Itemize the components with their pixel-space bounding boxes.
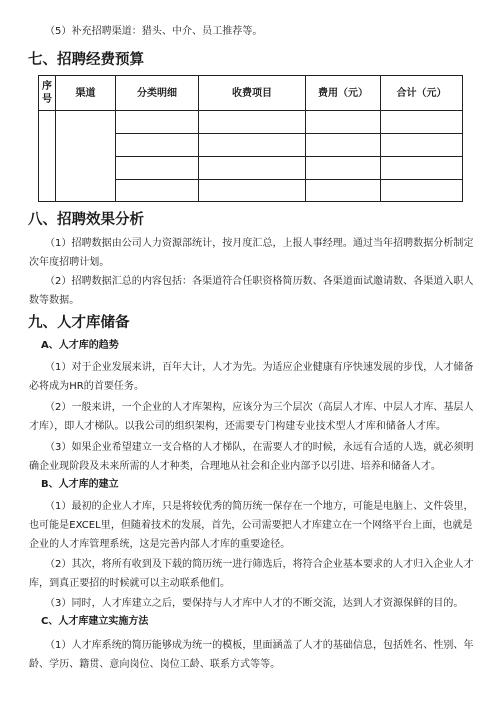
subsection-b-paragraph-2: （2）其次，将所有收到及下载的简历统一进行筛选后，将符合企业基本要求的人才归入企业人才库，到真正要招的时候就可以主动联系他们。 [29, 559, 474, 589]
table-cell [116, 157, 199, 180]
budget-table-header [39, 76, 463, 111]
subsection-c-paragraph-1: （1）人才库系统的简历能够成为统一的模板，里面涵盖了人才的基础信息，包括姓名、性别、年龄、学历、籍贯、意向岗位、岗位工龄、联系方式等等。 [29, 640, 474, 670]
section-8-title: 八、招聘效果分析 [28, 212, 144, 228]
subsection-b-paragraph-1: （1）最初的企业人才库，只是将较优秀的简历统一保存在一个地方，可能是电脑上、文件袋里，也可能是EXCEL里，但随着技术的发展，首先，公司需要把人才库建立在一个网络平台上面，也就是企业的人才库管理系统，这是完善内部人才库的重要途径。 [29, 501, 474, 550]
subsection-a-paragraph-3: （3）如果企业希望建立一支合格的人才梯队，在需要人才的时候，永远有合适的人选，就必须明确企业现阶段及未来所需的人才种类，合理地从社会和企业内部予以引进、培养和储备人才。 [29, 442, 474, 472]
table-row [39, 111, 463, 134]
table-cell [199, 134, 306, 157]
subsection-a-title: A、人才库的趋势 [41, 340, 119, 351]
table-cell [306, 111, 381, 134]
col-header-item: 收费项目 [199, 76, 306, 111]
table-cell [306, 180, 381, 202]
table-cell [306, 157, 381, 180]
table-cell-seq [39, 111, 56, 202]
subsection-c-title: C、人才库建立实施方法 [41, 616, 149, 627]
table-cell [306, 134, 381, 157]
table-cell [381, 134, 463, 157]
section-8-paragraph-2: （2）招聘数据汇总的内容包括：各渠道符合任职资格简历数、各渠道面试邀请数、各渠道入职人数等数据。 [29, 276, 474, 306]
subsection-b-paragraph-3: （3）同时，人才库建立之后，要保持与人才库中人才的不断交流，达到人才资源保鲜的目的。 [45, 598, 464, 609]
subsection-a-paragraph-2: （2）一般来讲，一个企业的人才库架构，应该分为三个层次（高层人才库、中层人才库、基层人才库），即人才梯队。以我公司的组织架构，还需要专门构建专业技术型人才库和储备人才库。 [29, 402, 474, 432]
table-cell [116, 134, 199, 157]
col-header-channel: 渠道 [56, 76, 116, 111]
recruit-channel-extra: （5）补充招聘渠道：猎头、中介、员工推荐等。 [45, 26, 263, 37]
table-cell [381, 180, 463, 202]
col-header-total: 合计（元） [381, 76, 463, 111]
table-cell [199, 157, 306, 180]
table-cell [199, 180, 306, 202]
section-8-paragraph-1: （1）招聘数据由公司人力资源部统计，按月度汇总，上报人事经理。通过当年招聘数据分析制定次年度招聘计划。 [29, 238, 474, 268]
section-7-title: 七、招聘经费预算 [28, 52, 144, 68]
subsection-a-paragraph-1: （1）对于企业发展来讲，百年大计，人才为先。为适应企业健康有序快速发展的步伐，人才储备必将成为HR的首要任务。 [29, 362, 474, 392]
table-cell [116, 180, 199, 202]
table-cell [199, 111, 306, 134]
table-cell [116, 111, 199, 134]
section-9-title: 九、人才库储备 [28, 315, 130, 331]
budget-table [38, 75, 463, 202]
table-cell [381, 111, 463, 134]
col-header-detail: 分类明细 [116, 76, 199, 111]
subsection-b-title: B、人才库的建立 [41, 479, 119, 490]
table-cell [381, 157, 463, 180]
col-header-cost: 费用（元） [306, 76, 381, 111]
col-header-seq: 序号 [39, 76, 56, 111]
table-cell-channel [56, 111, 116, 202]
